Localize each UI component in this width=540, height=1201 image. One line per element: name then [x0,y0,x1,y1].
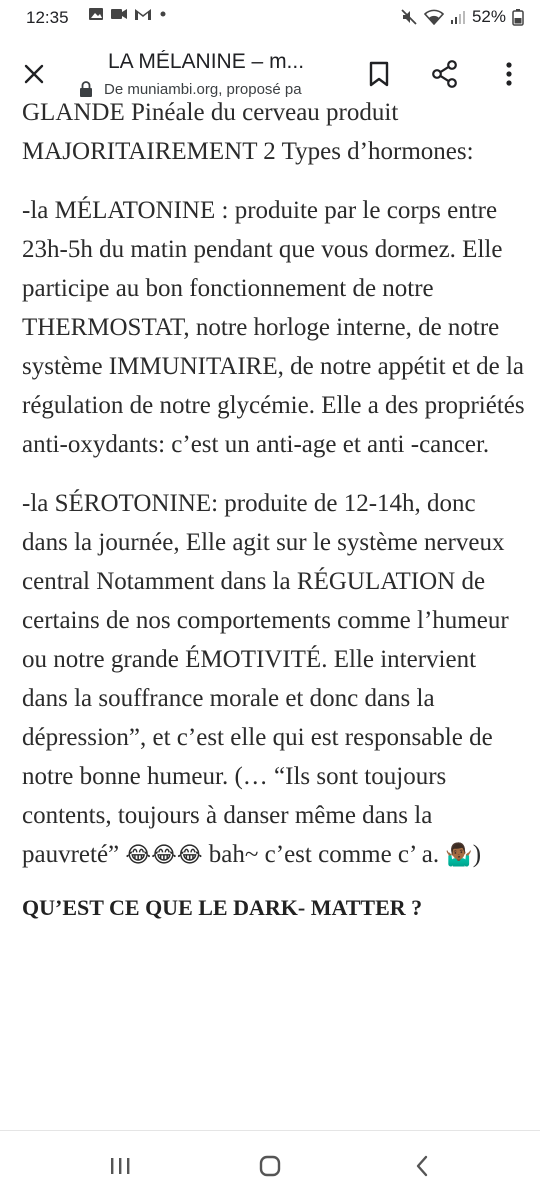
navigation-bar [0,1130,540,1201]
serotonine-text: -la SÉROTONINE: produite de 12-14h, donc dans la journée, Elle agit sur le système nerveux central Notamment dans la RÉGULATION de certains de nos comportements comme l’humeur ou notre grande ÉMOTIVITÉ. Elle intervient dans la souffrance morale et donc dans la dépression”, et c’est elle qui est responsable de notre bonne humeur. (… “Ils sont toujours contents, toujours à danser même dans la pauvreté” [22,490,509,868]
recent-apps-button[interactable] [100,1151,140,1181]
bookmark-icon [368,61,390,87]
laughing-emoji: 😂😂😂 [125,843,203,868]
back-button[interactable] [402,1151,442,1181]
shrug-emoji: 🤷🏾‍♂️ [445,843,473,868]
share-button[interactable] [428,57,462,91]
bookmark-button[interactable] [362,57,396,91]
home-icon [258,1154,282,1178]
melatonine-paragraph: -la MÉLATONINE : produite par le corps entre 23h-5h du matin pendant que vous dormez. Elle participe au bon fonctionnement de notre THERMOSTAT, notre horloge interne, de notre système IMMUNITAIRE, de notre appétit et de la régulation de notre glycémie. Elle a des propriétés anti-oxydants: c’est un anti-age et anti -cancer. [22,197,525,458]
home-button[interactable] [250,1151,290,1181]
lock-icon [78,80,94,98]
video-icon [110,7,128,21]
image-icon [88,7,104,21]
battery-percent: 52% [471,7,506,26]
serotonine-close: ) [472,841,482,868]
wifi-icon [424,9,444,25]
system-icons [400,7,524,27]
page-title: LA MÉLANINE – m... [108,50,305,73]
close-button[interactable] [18,58,50,90]
intro-paragraph: GLANDE Pinéale du cerveau produit MAJORITAIREMENT 2 Types d’hormones: [22,102,474,165]
battery-icon [512,8,524,26]
signal-icon [450,9,466,25]
mute-icon [400,8,418,26]
section-heading: QU’EST CE QUE LE DARK- MATTER ? [22,895,423,920]
more-vert-icon [505,61,513,87]
custom-tab-toolbar [0,40,540,106]
share-icon [432,60,458,88]
status-bar [0,0,540,34]
serotonine-end: bah~ c’est comme c’ a. [202,841,446,868]
url-row[interactable] [78,80,340,98]
more-options-button[interactable] [492,57,526,91]
status-time: 12:35 [26,8,69,27]
recent-apps-icon [109,1156,131,1176]
back-icon [414,1155,430,1177]
article-content[interactable] [22,102,526,1132]
notification-icons [88,7,168,21]
dot-icon [158,7,168,21]
serotonine-paragraph [22,484,526,875]
page-url: De muniambi.org, proposé pa [104,80,302,98]
gmail-icon [134,7,152,21]
close-icon [23,63,45,85]
